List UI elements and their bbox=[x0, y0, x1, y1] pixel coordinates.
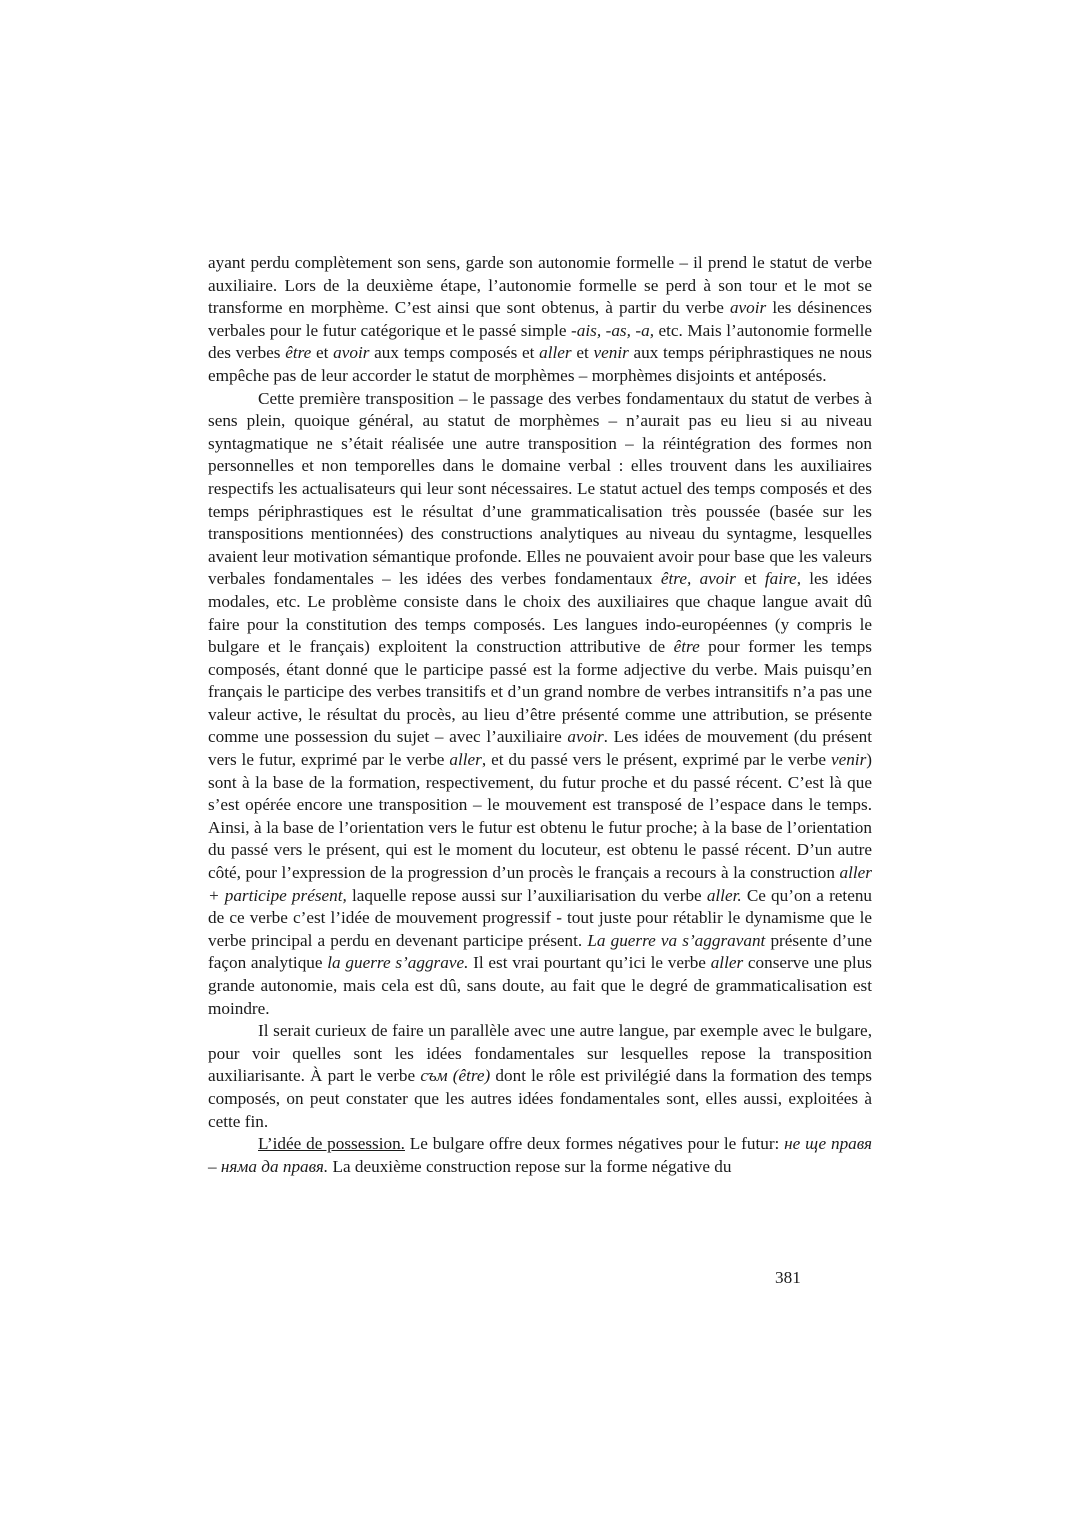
text-run: ayant perdu complètement son sens, garde son autonomie formelle – il prend le statut de verbe auxiliaire. Lors de la deuxième étape, l’autonomie formelle se perd à son tour et le mot se transforme en morphème. C’est ainsi que sont obtenus, à partir du verbe bbox=[208, 253, 872, 318]
text-run: et bbox=[571, 343, 594, 363]
paragraph-3 bbox=[208, 1020, 872, 1133]
text-run: laquelle repose aussi sur l’auxiliarisation du verbe bbox=[346, 885, 707, 905]
text-run: pour former les temps composés, étant donné que le participe passé est la forme adjective du verbe. Mais puisqu’en français le participe des verbes transitifs et d’un grand nombre de verbes intransitifs n’a pas une valeur active, le résultat du procès, au lieu d’être présenté comme une attribution, se présente comme une possession du sujet – avec l’auxiliaire bbox=[208, 637, 872, 747]
text-run: et bbox=[311, 343, 334, 363]
text-run: présente d’une façon analytique bbox=[208, 930, 872, 973]
italic-term: не ще правя – няма да правя. bbox=[208, 1134, 872, 1176]
text-run: aux temps composés et bbox=[369, 343, 540, 363]
paragraph-4 bbox=[208, 1133, 872, 1178]
paragraph-1 bbox=[208, 252, 872, 388]
text-run: Le bulgare offre deux formes négatives pour le futur: bbox=[404, 1134, 785, 1154]
italic-term: être bbox=[673, 637, 700, 657]
text-run: aux temps périphrastiques ne nous empêche pas de leur accorder le statut de morphèmes – morphèmes disjoints et antéposés. bbox=[208, 343, 872, 385]
text-run: La deuxième construction repose sur la forme négative du bbox=[328, 1156, 732, 1176]
page-body bbox=[208, 252, 872, 1178]
italic-term: aller bbox=[449, 750, 482, 770]
italic-term: aller bbox=[710, 953, 744, 973]
italic-term: avoir bbox=[567, 727, 604, 747]
text-run: Il est vrai pourtant qu’ici le verbe bbox=[468, 953, 711, 973]
italic-term: aller bbox=[539, 343, 572, 363]
text-run: conserve une plus grande autonomie, mais cela est dû, sans doute, au fait que le degré de grammaticalisation est moindre. bbox=[208, 953, 872, 1018]
text-run: , et du passé vers le présent, exprimé par le verbe bbox=[481, 750, 831, 770]
page-number: 381 bbox=[775, 1268, 801, 1287]
text-run: , les idées modales, etc. Le problème consiste dans le choix des auxiliaires que chaque langue avait dû faire pour la constitution des temps composés. Les langues indo-européennes (y compris le bulgare et le français) exploitent la construction attributive de bbox=[208, 569, 872, 657]
text-run: dont le rôle est privilégié dans la formation des temps composés, on peut constater que les autres idées fondamentales sont, elles aussi, exploitées à cette fin. bbox=[208, 1066, 872, 1131]
italic-term: avoir bbox=[729, 298, 767, 318]
text-run: . Les idées de mouvement (du présent vers le futur, exprimé par le verbe bbox=[208, 727, 873, 770]
text-run: ) sont à la base de la formation, respectivement, du futur proche et du passé récent. C’est là que s’est opérée encore une transposition – le mouvement est transposé de l’espace dans le temps. Ainsi, à la base de l’orientation vers le futur est obtenu le futur proche; à la base de l’orientation du passé vers le présent, qui est le moment du locuteur, est obtenu le passé récent. D’un autre côté, pour l’expression de la progression d’un procès le français a recours à la construction bbox=[208, 750, 873, 883]
text-run: etc. Mais l’autonomie formelle des verbes bbox=[208, 320, 872, 363]
paragraph-2 bbox=[208, 388, 872, 1021]
italic-term: venir bbox=[830, 750, 867, 770]
italic-term: съм (être) bbox=[420, 1066, 491, 1086]
italic-term: la guerre s’aggrave. bbox=[327, 953, 469, 973]
italic-term: être, avoir bbox=[660, 569, 736, 589]
text-run: et bbox=[735, 569, 765, 589]
italic-term: aller. bbox=[706, 885, 742, 905]
italic-term: -ais, -as, -a, bbox=[571, 320, 655, 340]
italic-term: aller + participe présent, bbox=[208, 863, 872, 905]
italic-term: venir bbox=[593, 343, 629, 363]
text-run: Il serait curieux de faire un parallèle avec une autre langue, par exemple avec le bulgare, pour voir quelles sont les idées fondamentales sur lesquelles repose la transposition auxiliarisante. À part le verbe bbox=[208, 1021, 872, 1086]
text-run: Cette première transposition – le passage des verbes fondamentaux du statut de verbes à sens plein, quoique général, au statut de morphèmes – n’aurait pas eu lieu si au niveau syntagmatique ne s’était réalisée une autre transposition – la réintégration des formes non personnelles et non temporelles dans le domaine verbal : elles trouvent dans les auxiliaires respectifs les actualisateurs qui leur sont nécessaires. Le statut actuel des temps composés et des temps périphrastiques est le résultat d’une grammaticalisation très poussée (basée sur les transpositions mentionnées) des constructions analytiques au niveau du syntagme, lesquelles avaient leur motivation sémantique profonde. Elles ne pouvaient avoir pour base que les valeurs verbales fondamentales – les idées des verbes fondamentaux bbox=[208, 388, 872, 589]
italic-term: La guerre va s’aggravant bbox=[587, 930, 766, 950]
text-run: Ce qu’on a retenu de ce verbe c’est l’idée de mouvement progressif - tout juste pour rétablir le dynamisme que le verbe principal a perdu en devenant participe présent. bbox=[208, 885, 873, 950]
section-heading: L’idée de possession. bbox=[258, 1134, 405, 1154]
italic-term: avoir bbox=[333, 343, 370, 363]
text-run: les désinences verbales pour le futur catégorique et le passé simple bbox=[208, 298, 872, 340]
italic-term: faire bbox=[764, 569, 797, 589]
italic-term: être bbox=[285, 343, 312, 363]
